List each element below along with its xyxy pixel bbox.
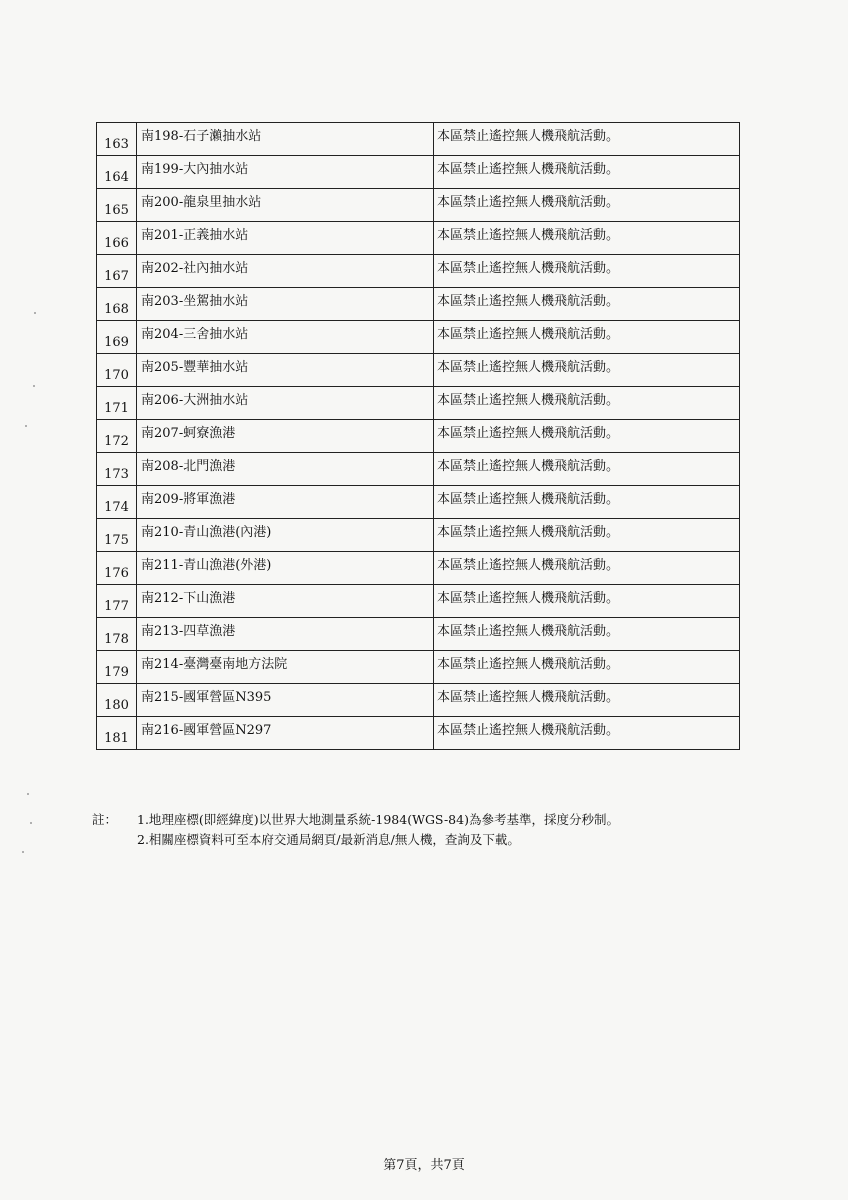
row-number: 175 <box>97 519 137 552</box>
location-name: 南205-豐華抽水站 <box>137 354 434 387</box>
table-row <box>97 552 740 585</box>
table-row <box>97 585 740 618</box>
table-row <box>97 387 740 420</box>
note-item: 1.地理座標(即經緯度)以世界大地測量系統-1984(WGS-84)為參考基準，採度分秒制。 <box>137 812 619 827</box>
table-row <box>97 420 740 453</box>
scan-speck <box>34 312 36 314</box>
location-name: 南213-四草漁港 <box>137 618 434 651</box>
row-number: 168 <box>97 288 137 321</box>
table-row <box>97 453 740 486</box>
row-number: 171 <box>97 387 137 420</box>
location-name: 南214-臺灣臺南地方法院 <box>137 651 434 684</box>
location-name: 南212-下山漁港 <box>137 585 434 618</box>
no-fly-zone-table <box>96 122 740 750</box>
scan-speck <box>22 851 24 853</box>
table-row <box>97 717 740 750</box>
table-row <box>97 189 740 222</box>
row-number: 164 <box>97 156 137 189</box>
location-name: 南204-三舍抽水站 <box>137 321 434 354</box>
restriction-note: 本區禁止遙控無人機飛航活動。 <box>434 486 740 519</box>
location-name: 南198-石子瀨抽水站 <box>137 123 434 156</box>
location-name: 南216-國軍營區N297 <box>137 717 434 750</box>
row-number: 166 <box>97 222 137 255</box>
location-name: 南215-國軍營區N395 <box>137 684 434 717</box>
scan-speck <box>30 822 32 824</box>
row-number: 165 <box>97 189 137 222</box>
row-number: 176 <box>97 552 137 585</box>
restriction-note: 本區禁止遙控無人機飛航活動。 <box>434 189 740 222</box>
row-number: 174 <box>97 486 137 519</box>
restriction-note: 本區禁止遙控無人機飛航活動。 <box>434 222 740 255</box>
restriction-note: 本區禁止遙控無人機飛航活動。 <box>434 321 740 354</box>
restriction-note: 本區禁止遙控無人機飛航活動。 <box>434 552 740 585</box>
table-row <box>97 651 740 684</box>
table-row <box>97 255 740 288</box>
row-number: 169 <box>97 321 137 354</box>
row-number: 173 <box>97 453 137 486</box>
scan-speck <box>25 425 27 427</box>
restriction-note: 本區禁止遙控無人機飛航活動。 <box>434 156 740 189</box>
table-row <box>97 486 740 519</box>
location-name: 南200-龍泉里抽水站 <box>137 189 434 222</box>
row-number: 163 <box>97 123 137 156</box>
restriction-note: 本區禁止遙控無人機飛航活動。 <box>434 684 740 717</box>
table-row <box>97 123 740 156</box>
page-footer: 第7頁，共7頁 <box>383 1158 465 1173</box>
row-number: 170 <box>97 354 137 387</box>
row-number: 180 <box>97 684 137 717</box>
restriction-note: 本區禁止遙控無人機飛航活動。 <box>434 453 740 486</box>
table-body <box>97 123 740 750</box>
location-name: 南207-蚵寮漁港 <box>137 420 434 453</box>
restriction-note: 本區禁止遙控無人機飛航活動。 <box>434 255 740 288</box>
table-row <box>97 156 740 189</box>
scan-speck <box>33 385 35 387</box>
row-number: 178 <box>97 618 137 651</box>
table-row <box>97 618 740 651</box>
notes-label: 註： <box>92 812 118 827</box>
table-row <box>97 288 740 321</box>
row-number: 177 <box>97 585 137 618</box>
table-row <box>97 321 740 354</box>
location-name: 南206-大洲抽水站 <box>137 387 434 420</box>
notes-items <box>137 810 697 850</box>
restriction-note: 本區禁止遙控無人機飛航活動。 <box>434 387 740 420</box>
restriction-note: 本區禁止遙控無人機飛航活動。 <box>434 288 740 321</box>
table-row <box>97 222 740 255</box>
restriction-note: 本區禁止遙控無人機飛航活動。 <box>434 717 740 750</box>
location-name: 南208-北門漁港 <box>137 453 434 486</box>
table-row <box>97 354 740 387</box>
restriction-note: 本區禁止遙控無人機飛航活動。 <box>434 519 740 552</box>
row-number: 179 <box>97 651 137 684</box>
row-number: 181 <box>97 717 137 750</box>
restriction-note: 本區禁止遙控無人機飛航活動。 <box>434 585 740 618</box>
row-number: 167 <box>97 255 137 288</box>
restriction-note: 本區禁止遙控無人機飛航活動。 <box>434 651 740 684</box>
location-name: 南209-將軍漁港 <box>137 486 434 519</box>
note-item: 2.相關座標資料可至本府交通局網頁/最新消息/無人機，查詢及下載。 <box>137 832 520 847</box>
location-name: 南202-社內抽水站 <box>137 255 434 288</box>
location-name: 南199-大內抽水站 <box>137 156 434 189</box>
restriction-note: 本區禁止遙控無人機飛航活動。 <box>434 123 740 156</box>
location-name: 南211-青山漁港(外港) <box>137 552 434 585</box>
location-name: 南210-青山漁港(內港) <box>137 519 434 552</box>
table-row <box>97 519 740 552</box>
row-number: 172 <box>97 420 137 453</box>
restriction-note: 本區禁止遙控無人機飛航活動。 <box>434 420 740 453</box>
location-name: 南201-正義抽水站 <box>137 222 434 255</box>
scan-speck <box>27 793 29 795</box>
location-name: 南203-坐駕抽水站 <box>137 288 434 321</box>
table-row <box>97 684 740 717</box>
restriction-note: 本區禁止遙控無人機飛航活動。 <box>434 618 740 651</box>
restriction-note: 本區禁止遙控無人機飛航活動。 <box>434 354 740 387</box>
